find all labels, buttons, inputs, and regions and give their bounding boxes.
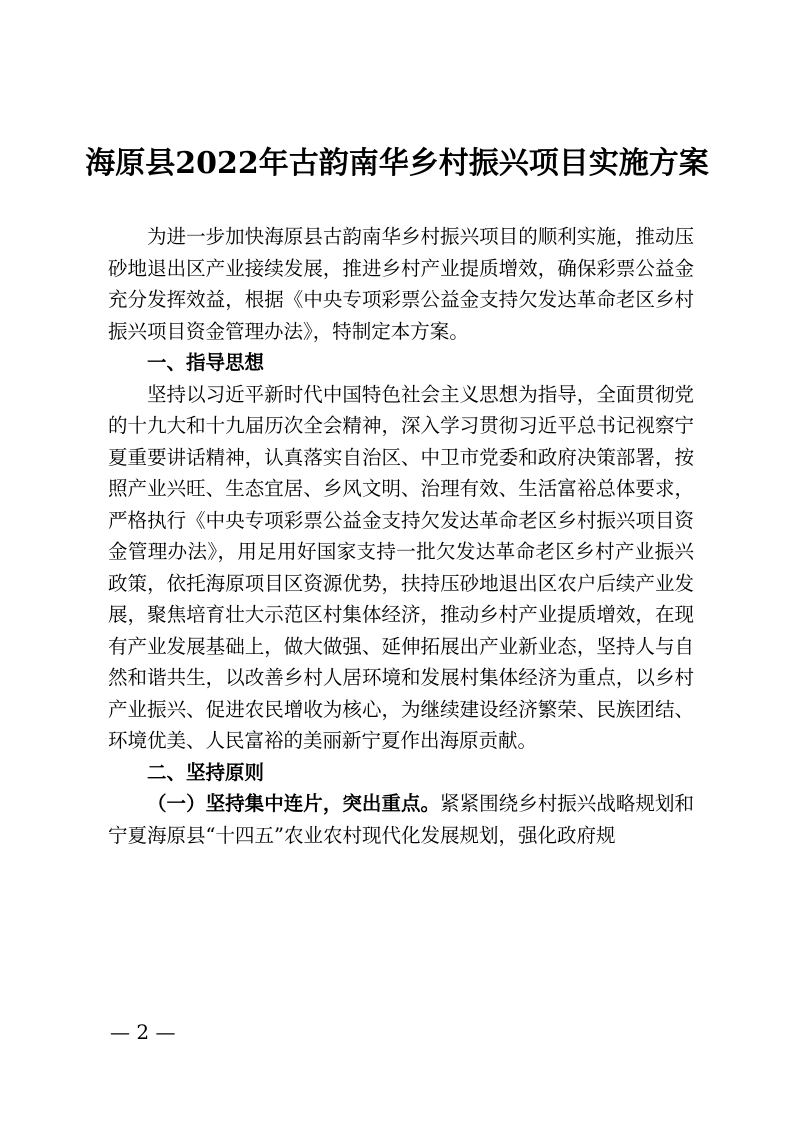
document-title: 海原县2022年古韵南华乡村振兴项目实施方案: [85, 146, 709, 181]
guiding-ideology-paragraph: 坚持以习近平新时代中国特色社会主义思想为指导，全面贯彻党的十九大和十九届历次全会精神，深入学习贯彻习近平总书记视察宁夏重要讲话精神，认真落实自治区、中卫市党委和政府决策部署，按照产业兴旺、生态宜居、乡风文明、治理有效、生活富裕总体要求，严格执行《中央专项彩票公益金支持欠发达革命老区乡村振兴项目资金管理办法》，用足用好国家支持一批欠发达革命老区乡村产业振兴政策，依托海原项目区资源优势，扶持压砂地退出区农户后续产业发展，聚焦培育壮大示范区村集体经济，推动乡村产业提质增效，在现有产业发展基础上，做大做强、延伸拓展出产业新业态，坚持人与自然和谐共生，以改善乡村人居环境和发展村集体经济为重点，以乡村产业振兴、促进农民增收为核心，为继续建设经济繁荣、民族团结、环境优美、人民富裕的美丽新宁夏作出海原贡献。: [108, 382, 694, 752]
page-number: — 2 —: [110, 1020, 176, 1044]
intro-paragraph: 为进一步加快海原县古韵南华乡村振兴项目的顺利实施，推动压砂地退出区产业接续发展，推进乡村产业提质增效，确保彩票公益金充分发挥效益，根据《中央专项彩票公益金支持欠发达革命老区乡村振兴项目资金管理办法》，特制定本方案。: [108, 225, 694, 343]
principle-1-heading: （一）坚持集中连片，突出重点。: [147, 792, 441, 815]
section-heading-principles: 二、坚持原则: [147, 760, 265, 784]
section-heading-guiding-ideology: 一、指导思想: [147, 351, 265, 374]
principle-1-text: 紧紧围绕乡村振兴战略规划和宁夏海原县“十四五”农业农村现代化发展规划，强化政府规: [108, 792, 694, 847]
principle-1-paragraph: [108, 788, 694, 851]
document-body: [108, 221, 694, 851]
